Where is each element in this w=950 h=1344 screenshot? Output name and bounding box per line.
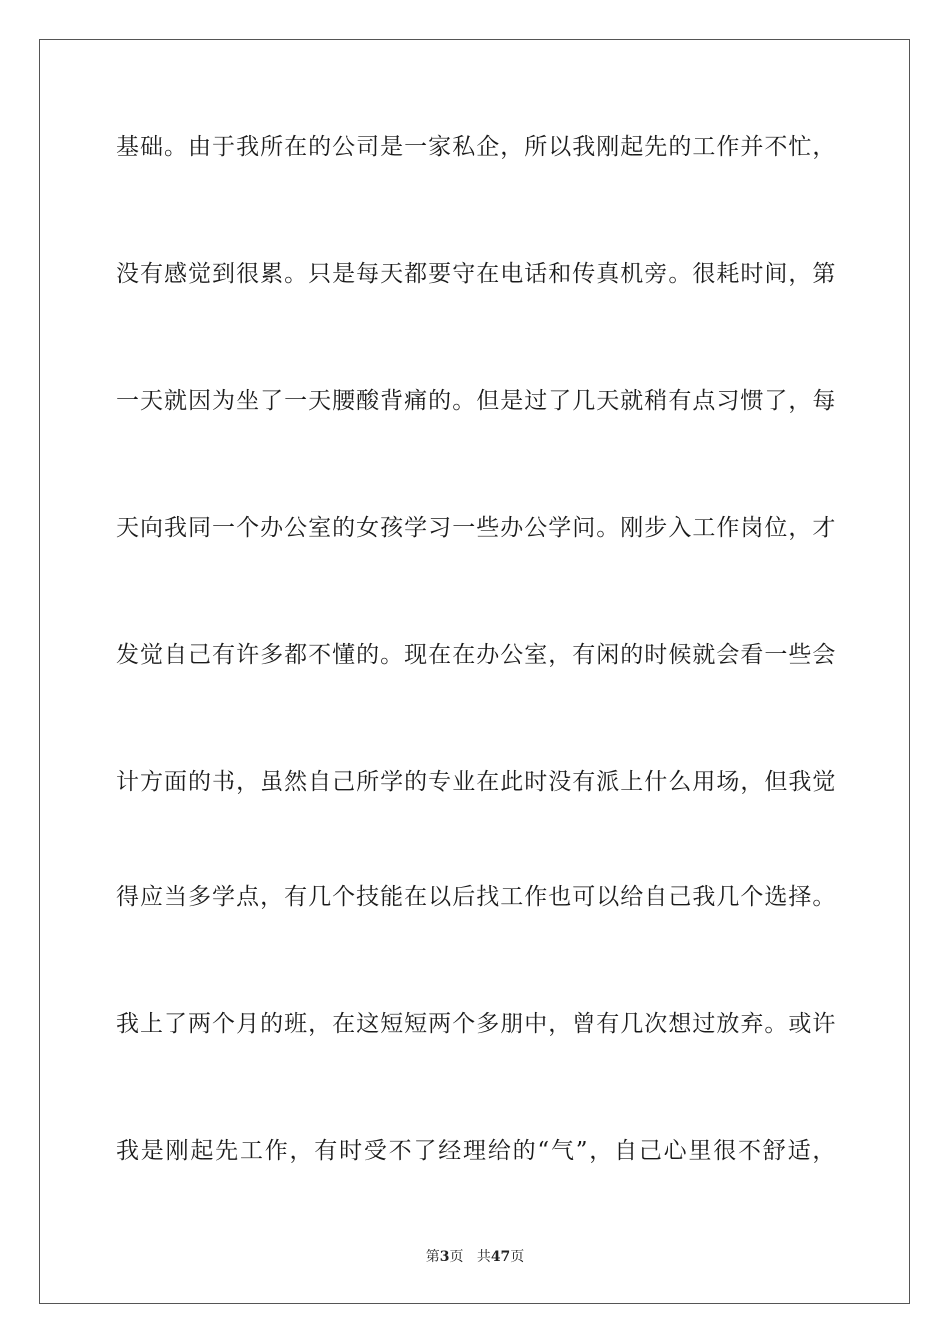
body-line-1: 基础。由于我所在的公司是一家私企，所以我刚起先的工作并不忙， [116,134,836,160]
footer-page-total: 47 [490,1249,511,1265]
body-line-3: 一天就因为坐了一天腰酸背痛的。但是过了几天就稍有点习惯了，每 [116,388,836,414]
body-line-5: 发觉自己有许多都不懂的。现在在办公室，有闲的时候就会看一些会 [116,642,836,668]
footer-page-unit: 页 [449,1249,464,1265]
body-line-4: 天向我同一个办公室的女孩学习一些办公学问。刚步入工作岗位，才 [116,515,836,541]
body-line-6: 计方面的书，虽然自己所学的专业在此时没有派上什么用场，但我觉 [116,769,836,795]
body-line-7: 得应当多学点，有几个技能在以后找工作也可以给自己我几个选择。 [116,884,836,910]
body-line-9: 我是刚起先工作，有时受不了经理给的“气”，自己心里很不舒适， [116,1138,836,1164]
body-line-8: 我上了两个月的班，在这短短两个多朋中，曾有几次想过放弃。或许 [116,1011,836,1037]
footer-total-unit: 页 [510,1249,525,1265]
footer-total-prefix: 共 [476,1249,491,1265]
footer-page-current: 3 [439,1249,450,1265]
footer-page-prefix: 第 [425,1249,440,1265]
page-footer [0,1246,950,1266]
body-line-2: 没有感觉到很累。只是每天都要守在电话和传真机旁。很耗时间，第 [116,261,836,287]
